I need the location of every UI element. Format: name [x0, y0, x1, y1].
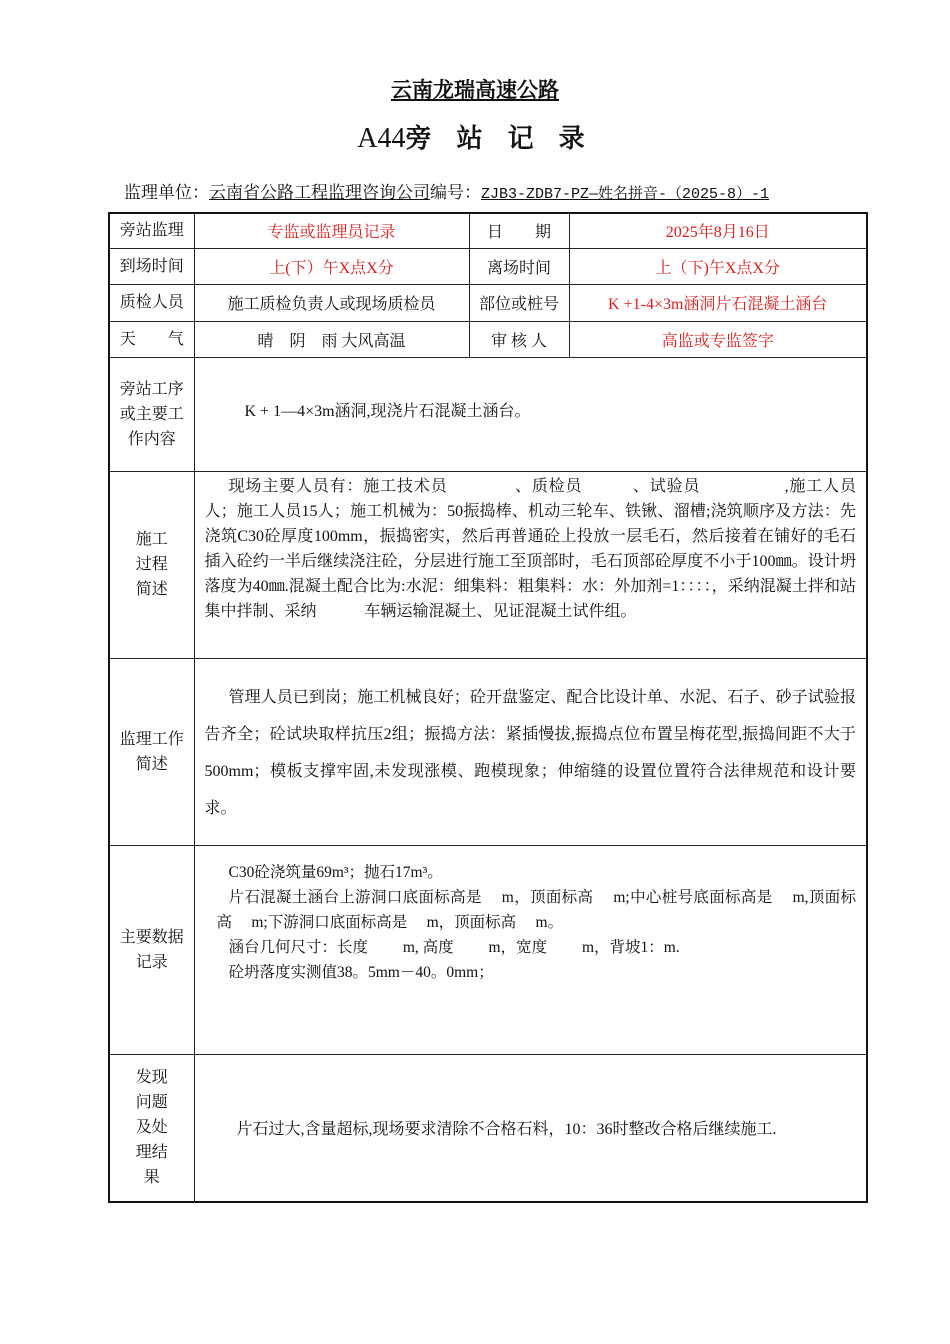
date-label: 日 期 [469, 213, 569, 248]
number-value: ZJB3-ZDB7-PZ—姓名拼音-（2025-8）-1 [481, 186, 770, 203]
reviewer-value: 高监或专监签字 [569, 321, 867, 357]
qc-value: 施工质检负责人或现场质检员 [194, 284, 469, 321]
table-row [109, 284, 867, 321]
supervision-unit-label: 监理单位： [124, 183, 209, 202]
data-line: 砼坍落度实测值38。5mm－40。0mm； [228, 963, 494, 981]
supervision-label: 监理工作简述 [109, 658, 194, 845]
form-title [0, 118, 950, 155]
table-row [109, 321, 867, 357]
issues-text: 片石过大,含量超标,现场要求清除不合格石料，10：36时整改合格后继续施工. [194, 1054, 867, 1202]
table-row [109, 248, 867, 284]
location-value: K +1-4×3m涵洞片石混凝土涵台 [569, 284, 867, 321]
process-text: K + 1—4×3m涵洞,现浇片石混凝土涵台。 [194, 357, 867, 471]
table-row [109, 357, 867, 471]
table-row [109, 1054, 867, 1202]
qc-label: 质检人员 [109, 284, 194, 321]
arrive-value: 上(下）午X点X分 [194, 248, 469, 284]
table-row [109, 845, 867, 1054]
form-title-text: 旁 站 记 录 [405, 124, 593, 154]
table-row [109, 471, 867, 658]
number-label: 编号： [430, 183, 481, 202]
leave-label: 离场时间 [469, 248, 569, 284]
supervisor-value: 专监或监理员记录 [194, 213, 469, 248]
issues-label: 发现问题及处理结果 [109, 1054, 194, 1202]
header-meta [124, 178, 769, 203]
project-name: 云南龙瑞高速公路 [391, 79, 559, 102]
construction-label: 施工过程简述 [109, 471, 194, 658]
data-line: 片石混凝土涵台上游洞口底面标高是 m，顶面标高 m;中心桩号底面标高是 m,顶面标高 m;下游洞口底面标高是 m，顶面标高 m。 [216, 888, 856, 931]
weather-value: 晴 阴 雨 大风高温 [194, 321, 469, 357]
table-row [109, 213, 867, 248]
leave-value: 上（下)午X点X分 [569, 248, 867, 284]
data-line: 涵台几何尺寸：长度 m, 高度 m，宽度 m，背坡1：m. [228, 938, 680, 956]
data-label: 主要数据记录 [109, 845, 194, 1054]
reviewer-label: 审 核 人 [469, 321, 569, 357]
process-label: 旁站工序或主要工作内容 [109, 357, 194, 471]
location-label: 部位或桩号 [469, 284, 569, 321]
supervision-text: 管理人员已到岗；施工机械良好；砼开盘鉴定、配合比设计单、水泥、石子、砂子试验报告齐全；砼试块取样抗压2组；振捣方法：紧插慢拔,振捣点位布置呈梅花型,振捣间距不大于500mm；模板支撑牢固,未发现涨模、跑模现象；伸缩缝的设置位置符合法律规范和设计要求。 [204, 688, 856, 817]
table-row [109, 658, 867, 845]
date-value: 2025年8月16日 [569, 213, 867, 248]
supervision-unit: 云南省公路工程监理咨询公司 [209, 183, 430, 202]
weather-label: 天 气 [109, 321, 194, 357]
arrive-label: 到场时间 [109, 248, 194, 284]
form-code: A44 [357, 123, 406, 154]
record-table [108, 212, 868, 1203]
data-line: C30砼浇筑量69m³；抛石17m³。 [228, 863, 443, 881]
supervisor-label: 旁站监理 [109, 213, 194, 248]
construction-text: 现场主要人员有：施工技术员 、质检员 、试验员 ,施工人员人；施工人员15人；施工机械为：50振捣棒、机动三轮车、铁锹、溜槽;浇筑顺序及方法：先浇筑C30砼厚度100mm，振捣密实，然后再普通砼上投放一层毛石，然后接着在铺好的毛石插入砼约一半后继续浇注砼，分层进行施工至顶部时，毛石顶部砼厚度不小于100㎜。设计坍落度为40㎜.混凝土配合比为:水泥：细集料：粗集料：水：外加剂=1：：：：，采纳混凝土拌和站集中拌制、采纳 车辆运输混凝土、见证混凝土试件组。 [204, 477, 856, 620]
